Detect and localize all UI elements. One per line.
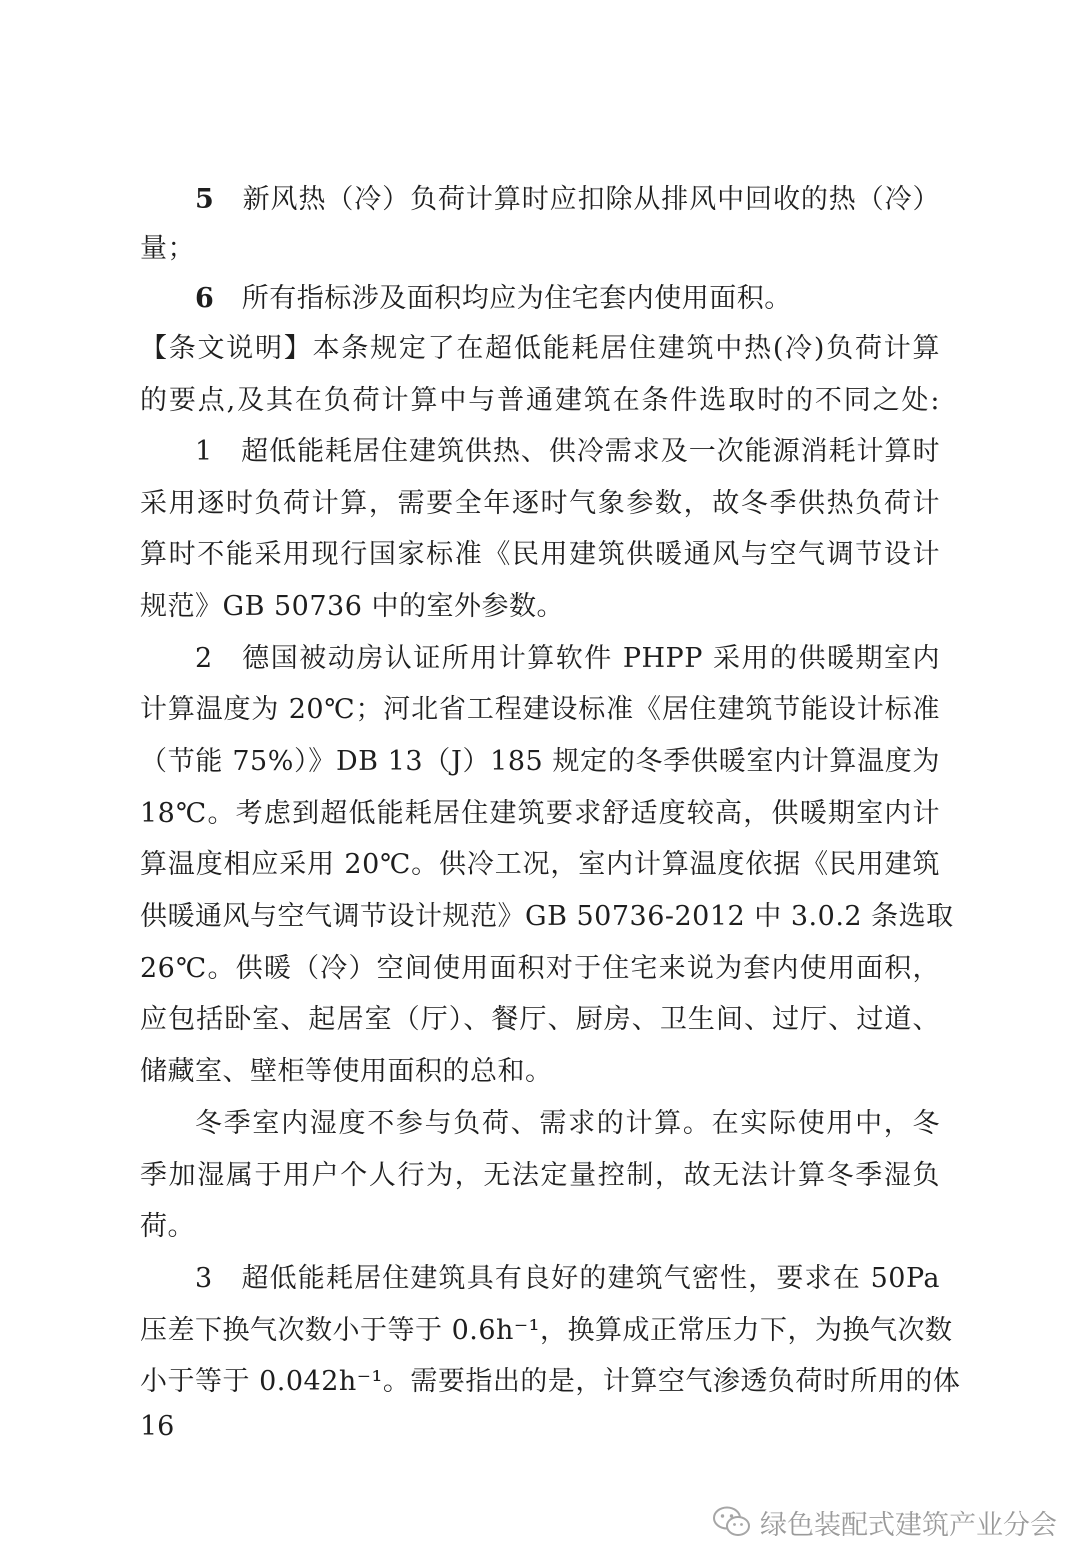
wechat-icon	[712, 1505, 752, 1539]
list-item-6	[195, 282, 940, 316]
item-text: 所有指标涉及面积均应为住宅套内使用面积。	[241, 283, 792, 314]
item-number: 5	[195, 184, 215, 215]
list-item-5	[195, 183, 940, 217]
paragraph-line: 季加湿属于用户个人行为，无法定量控制，故无法计算冬季湿负	[140, 1160, 940, 1191]
watermark	[712, 1500, 1057, 1544]
paragraph-line: 采用逐时负荷计算，需要全年逐时气象参数，故冬季供热负荷计	[140, 488, 940, 519]
explanation-line: 【条文说明】本条规定了在超低能耗居住建筑中热(冷)负荷计算	[140, 333, 940, 364]
item-number: 6	[195, 283, 215, 314]
paragraph-line: 供暖通风与空气调节设计规范》GB 50736-2012 中 3.0.2 条选取	[140, 901, 954, 932]
paragraph-line: 荷。	[140, 1211, 195, 1242]
paragraph-line: （节能 75%）》DB 13（J）185 规定的冬季供暖室内计算温度为	[140, 746, 940, 777]
paragraph-line: 计算温度为 20℃；河北省工程建设标准《居住建筑节能设计标准	[140, 694, 940, 725]
item-text: 新风热（冷）负荷计算时应扣除从排风中回收的热（冷）	[242, 184, 941, 215]
paragraph-line: 压差下换气次数小于等于 0.6h⁻¹，换算成正常压力下，为换气次数	[140, 1315, 953, 1346]
paragraph-line: 算时不能采用现行国家标准《民用建筑供暖通风与空气调节设计	[140, 539, 940, 570]
item-5-continuation: 量；	[140, 233, 195, 264]
paragraph-line: 应包括卧室、起居室（厅）、餐厅、厨房、卫生间、过厅、过道、	[140, 1004, 940, 1035]
paragraph-line: 规范》GB 50736 中的室外参数。	[140, 591, 564, 622]
paragraph-line: 算温度相应采用 20℃。供冷工况，室内计算温度依据《民用建筑	[140, 849, 940, 880]
paragraph-line: 1 超低能耗居住建筑供热、供冷需求及一次能源消耗计算时	[195, 436, 940, 467]
explanation-line: 的要点,及其在负荷计算中与普通建筑在条件选取时的不同之处:	[140, 385, 940, 416]
paragraph-line: 2 德国被动房认证所用计算软件 PHPP 采用的供暖期室内	[195, 643, 940, 674]
paragraph-line: 小于等于 0.042h⁻¹。需要指出的是，计算空气渗透负荷时所用的体	[140, 1366, 961, 1397]
paragraph-line: 冬季室内湿度不参与负荷、需求的计算。在实际使用中，冬	[195, 1108, 940, 1139]
paragraph-line: 26℃。供暖（冷）空间使用面积对于住宅来说为套内使用面积，	[140, 953, 940, 984]
page-number: 16	[140, 1411, 175, 1442]
paragraph-line: 储藏室、壁柜等使用面积的总和。	[140, 1056, 553, 1087]
paragraph-line: 18℃。考虑到超低能耗居住建筑要求舒适度较高，供暖期室内计	[140, 798, 940, 829]
paragraph-line: 3 超低能耗居住建筑具有良好的建筑气密性，要求在 50Pa	[195, 1263, 940, 1294]
watermark-text: 绿色装配式建筑产业分会	[760, 1509, 1057, 1541]
